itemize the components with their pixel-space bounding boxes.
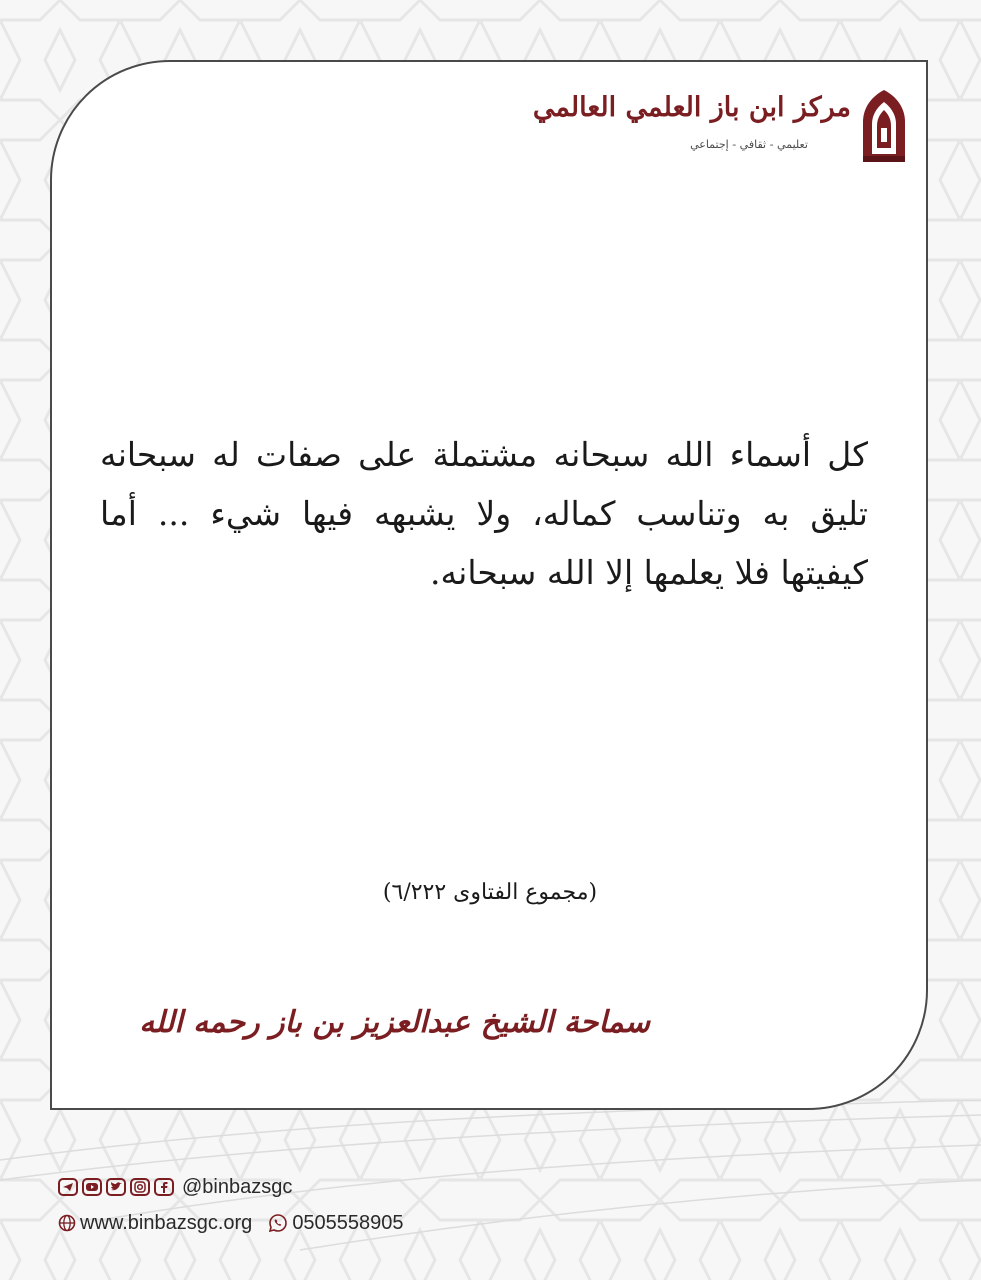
website-link[interactable]: www.binbazsgc.org [80,1211,253,1234]
globe-icon [58,1214,76,1232]
website-item[interactable] [58,1212,252,1235]
telegram-icon[interactable] [58,1178,78,1196]
source-citation: (مجموع الفتاوى ٦/٢٢٢) [382,880,598,905]
phone-number[interactable]: 0505558905 [292,1211,404,1234]
footer [58,1172,420,1240]
whatsapp-icon [268,1213,288,1233]
social-handle[interactable]: @binbazsgc [182,1175,293,1198]
social-row [58,1172,420,1202]
logo-subtitle: تعليمي - ثقافي - إجتماعي [690,138,808,151]
phone-item[interactable] [268,1212,403,1235]
contact-row [58,1206,420,1240]
instagram-icon[interactable] [130,1178,150,1196]
calligraphy-signature: سماحة الشيخ عبدالعزيز بن باز رحمه الله [139,1005,650,1040]
quote-text: كل أسماء الله سبحانه مشتملة على صفات له سبحانه تليق به وتناسب كماله، ولا يشبهه فيها شيء ... أما كيفيتها فلا يعلمها إلا الله سبحانه. [100,435,868,592]
twitter-icon[interactable] [106,1178,126,1196]
facebook-icon[interactable] [154,1178,174,1196]
logo-title: مركز ابن باز العلمي العالمي [532,92,851,123]
youtube-icon[interactable] [82,1178,102,1196]
mosque-arch-icon [859,88,909,164]
center-logo [532,88,909,168]
